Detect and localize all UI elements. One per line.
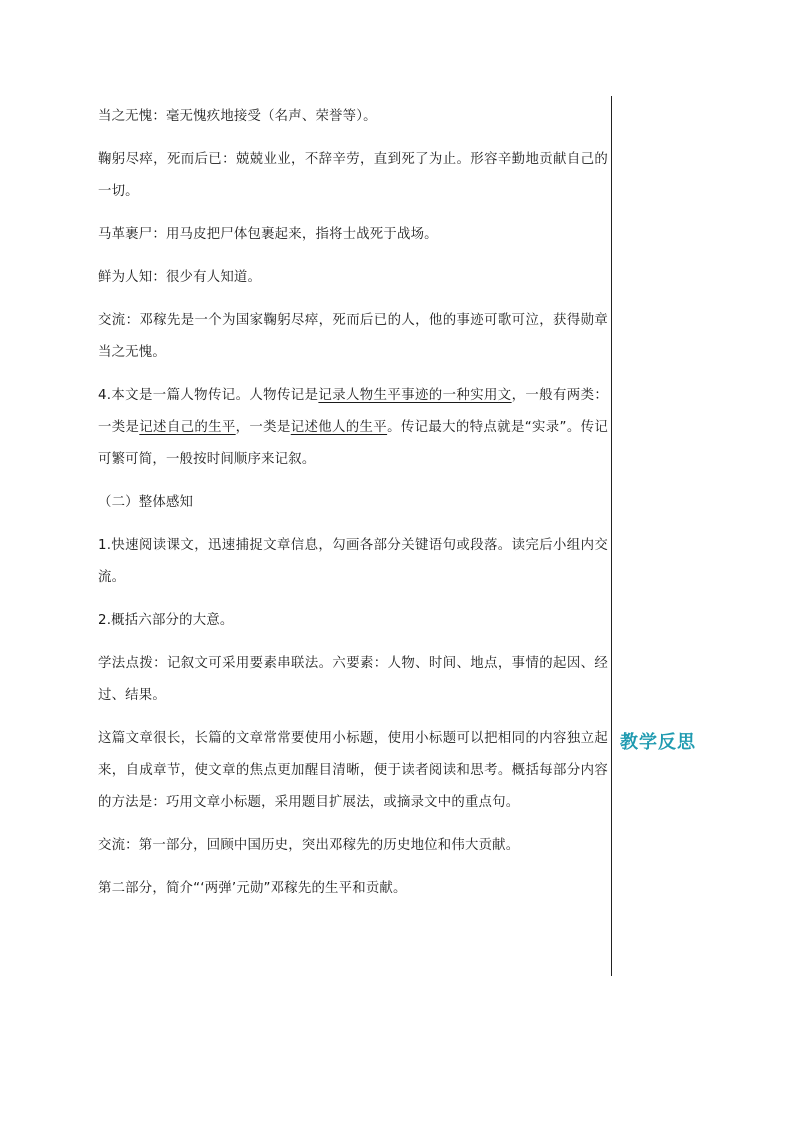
paragraph-exchange-part1: 交流：第一部分，回顾中国历史，突出邓稼先的历史地位和伟大贡献。 [98, 838, 520, 853]
underlined-biography-others: 记述他人的生平 [290, 420, 388, 435]
paragraph-biography [98, 380, 608, 476]
paragraph-task-2: 2.概括六部分的大意。 [98, 613, 234, 628]
lesson-content [98, 101, 608, 916]
paragraph-jugongjincui: 鞠躬尽瘁，死而后已：兢兢业业，不辞辛劳，直到死了为止。形容辛勤地贡献自己的一切。 [98, 152, 608, 199]
paragraph-method-tip: 学法点拨：记叙文可采用要素串联法。六要素：人物、时间、地点，事情的起因、经过、结果。 [98, 656, 608, 703]
biography-text-2: ，一般有两类：一类是 [98, 388, 608, 435]
underlined-definition: 记录人物生平事迹的一种实用文 [318, 388, 512, 403]
biography-text-3: ，一类是 [235, 420, 291, 435]
column-divider [611, 96, 612, 976]
paragraph-xianweirenzhi: 鲜为人知：很少有人知道。 [98, 270, 262, 285]
section-heading-overall: （二）整体感知 [98, 495, 194, 510]
biography-text-4: 。传记最大的特点就是“实录”。传记可繁可简，一般按时间顺序来记叙。 [98, 420, 608, 467]
paragraph-dangzhiwukui: 当之无愧：毫无愧疚地接受（名声、荣誉等）。 [98, 109, 377, 124]
teaching-reflection-label: 教学反思 [620, 732, 696, 753]
paragraph-subtitles: 这篇文章很长，长篇的文章常常要使用小标题，使用小标题可以把相同的内容独立起来，自成章节，使文章的焦点更加醒目清晰，便于读者阅读和思考。概括每部分内容的方法是：巧用文章小标题，采用题目扩展法，或摘录文中的重点句。 [98, 731, 608, 810]
paragraph-magesuoshi: 马革裹尸：用马皮把尸体包裹起来，指将士战死于战场。 [98, 227, 438, 242]
underlined-autobiography: 记述自己的生平 [139, 420, 236, 435]
paragraph-exchange-part2: 第二部分，简介“‘两弹’元勋”邓稼先的生平和贡献。 [98, 881, 407, 896]
paragraph-task-1: 1.快速阅读课文，迅速捕捉文章信息，勾画各部分关键语句或段落。读完后小组内交流。 [98, 538, 608, 585]
paragraph-exchange-1: 交流：邓稼先是一个为国家鞠躬尽瘁，死而后已的人，他的事迹可歌可泣，获得勋章当之无愧。 [98, 313, 608, 360]
biography-text-1: 4.本文是一篇人物传记。人物传记是 [98, 388, 319, 403]
